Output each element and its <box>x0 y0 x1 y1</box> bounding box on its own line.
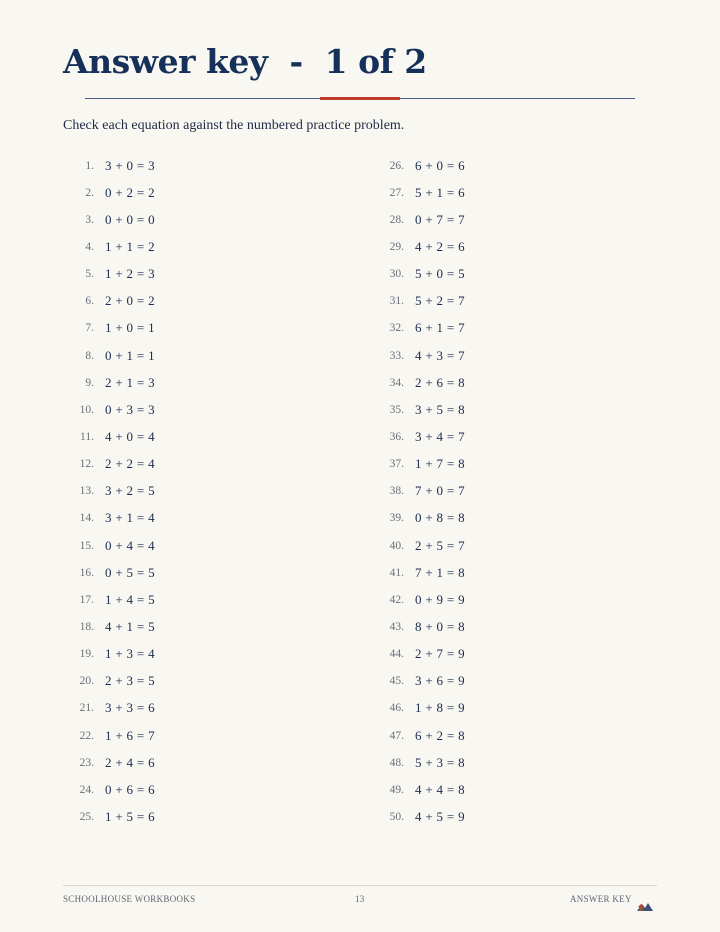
problem-number: 12. <box>79 458 94 471</box>
answer-item <box>60 288 155 315</box>
answer-equation: 7 + 1 = 8 <box>415 564 465 580</box>
answer-item <box>60 342 155 369</box>
problem-number: 22. <box>79 729 94 742</box>
answer-equation: 2 + 6 = 8 <box>415 374 465 390</box>
problem-number: 19. <box>79 648 94 661</box>
answer-item <box>370 206 465 233</box>
answer-item <box>60 261 155 288</box>
answer-column-right <box>370 152 465 831</box>
answer-item <box>60 668 155 695</box>
answer-item <box>60 641 155 668</box>
answer-equation: 5 + 3 = 8 <box>415 754 465 770</box>
answer-item <box>60 559 155 586</box>
answer-item <box>60 451 155 478</box>
problem-number: 24. <box>79 783 94 796</box>
problem-number: 47. <box>389 729 404 742</box>
answer-item <box>370 315 465 342</box>
problem-number: 34. <box>389 376 404 389</box>
answer-item <box>370 396 465 423</box>
answer-item <box>370 478 465 505</box>
problem-number: 1. <box>85 159 94 172</box>
answer-equation: 2 + 1 = 3 <box>105 374 155 390</box>
answer-item <box>370 423 465 450</box>
answer-item <box>60 369 155 396</box>
problem-number: 27. <box>389 186 404 199</box>
answer-equation: 0 + 1 = 1 <box>105 347 155 363</box>
answer-equation: 5 + 0 = 5 <box>415 266 465 282</box>
schoolhouse-logo-icon <box>636 900 654 912</box>
answer-equation: 3 + 3 = 6 <box>105 700 155 716</box>
problem-number: 38. <box>389 485 404 498</box>
answer-equation: 1 + 3 = 4 <box>105 646 155 662</box>
problem-number: 43. <box>389 620 404 633</box>
problem-number: 45. <box>389 675 404 688</box>
footer-publisher: SCHOOLHOUSE WORKBOOKS <box>63 894 196 904</box>
problem-number: 15. <box>79 539 94 552</box>
answer-equation: 4 + 5 = 9 <box>415 808 465 824</box>
problem-number: 10. <box>79 403 94 416</box>
problem-number: 2. <box>85 186 94 199</box>
problem-number: 49. <box>389 783 404 796</box>
problem-number: 7. <box>85 322 94 335</box>
answer-equation: 4 + 1 = 5 <box>105 618 155 634</box>
answer-item <box>370 532 465 559</box>
answer-item <box>60 179 155 206</box>
answer-equation: 7 + 0 = 7 <box>415 483 465 499</box>
problem-number: 29. <box>389 240 404 253</box>
answer-equation: 1 + 5 = 6 <box>105 808 155 824</box>
problem-number: 31. <box>389 295 404 308</box>
answer-equation: 2 + 0 = 2 <box>105 293 155 309</box>
answer-item <box>60 586 155 613</box>
answer-item <box>370 369 465 396</box>
problem-number: 13. <box>79 485 94 498</box>
answer-equation: 2 + 2 = 4 <box>105 456 155 472</box>
problem-number: 14. <box>79 512 94 525</box>
answer-item <box>60 423 155 450</box>
answer-item <box>370 668 465 695</box>
answer-item <box>370 179 465 206</box>
footer-section-label: ANSWER KEY <box>570 894 632 904</box>
answer-equation: 1 + 7 = 8 <box>415 456 465 472</box>
problem-number: 50. <box>389 810 404 823</box>
answer-item <box>60 505 155 532</box>
answer-item <box>60 152 155 179</box>
answer-equation: 2 + 3 = 5 <box>105 673 155 689</box>
answer-equation: 3 + 2 = 5 <box>105 483 155 499</box>
answer-item <box>370 749 465 776</box>
answer-item <box>370 261 465 288</box>
answer-equation: 0 + 7 = 7 <box>415 211 465 227</box>
answer-item <box>370 505 465 532</box>
problem-number: 41. <box>389 566 404 579</box>
answer-equation: 4 + 0 = 4 <box>105 428 155 444</box>
answer-equation: 3 + 0 = 3 <box>105 157 155 173</box>
problem-number: 11. <box>80 430 94 443</box>
answer-equation: 2 + 4 = 6 <box>105 754 155 770</box>
answer-item <box>60 722 155 749</box>
answer-item <box>370 559 465 586</box>
answer-column-left <box>60 152 155 831</box>
problem-number: 26. <box>389 159 404 172</box>
problem-number: 17. <box>79 593 94 606</box>
answer-item <box>60 478 155 505</box>
problem-number: 8. <box>85 349 94 362</box>
problem-number: 23. <box>79 756 94 769</box>
answer-equation: 0 + 5 = 5 <box>105 564 155 580</box>
answer-equation: 5 + 1 = 6 <box>415 184 465 200</box>
answer-item <box>60 613 155 640</box>
problem-number: 21. <box>79 702 94 715</box>
instruction-text: Check each equation against the numbered practice problem. <box>63 118 405 133</box>
answer-item <box>370 152 465 179</box>
answer-item <box>60 803 155 830</box>
problem-number: 3. <box>85 213 94 226</box>
problem-number: 33. <box>389 349 404 362</box>
answer-equation: 4 + 2 = 6 <box>415 238 465 254</box>
answer-equation: 0 + 9 = 9 <box>415 591 465 607</box>
answer-equation: 3 + 5 = 8 <box>415 401 465 417</box>
problem-number: 35. <box>389 403 404 416</box>
answer-equation: 4 + 4 = 8 <box>415 781 465 797</box>
answer-equation: 1 + 2 = 3 <box>105 266 155 282</box>
problem-number: 36. <box>389 430 404 443</box>
answer-item <box>60 776 155 803</box>
answer-equation: 6 + 0 = 6 <box>415 157 465 173</box>
page-title: Answer key - 1 of 2 <box>63 42 427 81</box>
answer-item <box>60 695 155 722</box>
answer-equation: 2 + 5 = 7 <box>415 537 465 553</box>
answer-equation: 6 + 2 = 8 <box>415 727 465 743</box>
answer-item <box>370 722 465 749</box>
problem-number: 5. <box>85 268 94 281</box>
answer-equation: 0 + 6 = 6 <box>105 781 155 797</box>
answer-equation: 1 + 6 = 7 <box>105 727 155 743</box>
problem-number: 6. <box>85 295 94 308</box>
problem-number: 20. <box>79 675 94 688</box>
answer-item <box>370 586 465 613</box>
problem-number: 32. <box>389 322 404 335</box>
answer-equation: 0 + 0 = 0 <box>105 211 155 227</box>
problem-number: 48. <box>389 756 404 769</box>
footer-divider <box>63 885 657 886</box>
answer-item <box>370 288 465 315</box>
answer-item <box>370 613 465 640</box>
answer-equation: 6 + 1 = 7 <box>415 320 465 336</box>
answer-item <box>60 206 155 233</box>
problem-number: 44. <box>389 648 404 661</box>
problem-number: 4. <box>85 240 94 253</box>
answer-equation: 0 + 4 = 4 <box>105 537 155 553</box>
answer-equation: 0 + 8 = 8 <box>415 510 465 526</box>
answer-equation: 1 + 1 = 2 <box>105 238 155 254</box>
title-divider-accent <box>320 97 400 100</box>
problem-number: 40. <box>389 539 404 552</box>
page-number: 13 <box>355 894 365 904</box>
answer-equation: 1 + 8 = 9 <box>415 700 465 716</box>
answer-item <box>60 532 155 559</box>
problem-number: 18. <box>79 620 94 633</box>
answer-item <box>60 233 155 260</box>
answer-equation: 5 + 2 = 7 <box>415 293 465 309</box>
problem-number: 46. <box>389 702 404 715</box>
answer-equation: 3 + 6 = 9 <box>415 673 465 689</box>
answer-item <box>370 342 465 369</box>
problem-number: 25. <box>79 810 94 823</box>
answer-equation: 0 + 3 = 3 <box>105 401 155 417</box>
problem-number: 9. <box>85 376 94 389</box>
answer-item <box>370 776 465 803</box>
answer-equation: 8 + 0 = 8 <box>415 618 465 634</box>
answer-item <box>370 803 465 830</box>
problem-number: 42. <box>389 593 404 606</box>
problem-number: 37. <box>389 458 404 471</box>
problem-number: 30. <box>389 268 404 281</box>
answer-equation: 0 + 2 = 2 <box>105 184 155 200</box>
answer-item <box>370 695 465 722</box>
answer-equation: 4 + 3 = 7 <box>415 347 465 363</box>
answer-equation: 3 + 4 = 7 <box>415 428 465 444</box>
answer-equation: 1 + 0 = 1 <box>105 320 155 336</box>
answer-item <box>370 451 465 478</box>
answer-equation: 2 + 7 = 9 <box>415 646 465 662</box>
problem-number: 28. <box>389 213 404 226</box>
answer-equation: 1 + 4 = 5 <box>105 591 155 607</box>
problem-number: 39. <box>389 512 404 525</box>
answer-item <box>370 233 465 260</box>
answer-equation: 3 + 1 = 4 <box>105 510 155 526</box>
answer-item <box>60 315 155 342</box>
problem-number: 16. <box>79 566 94 579</box>
answer-item <box>60 749 155 776</box>
answer-item <box>370 641 465 668</box>
answer-item <box>60 396 155 423</box>
